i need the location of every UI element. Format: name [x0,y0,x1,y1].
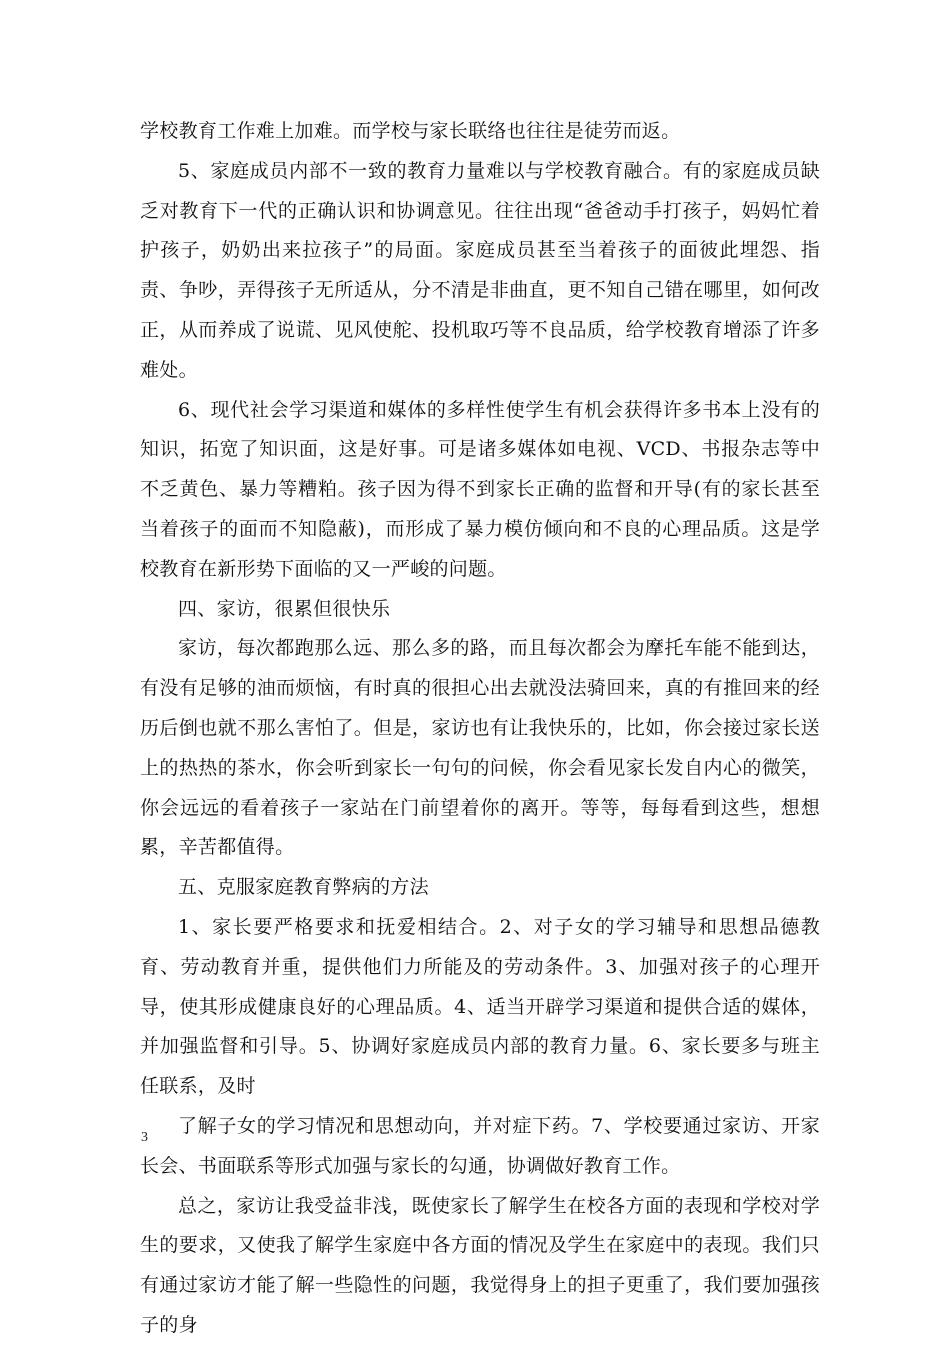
document-body [140,112,820,1346]
section-heading: 四、家访，很累但很快乐 [178,597,391,620]
paragraph: 5、家庭成员内部不一致的教育力量难以与学校教育融合。有的家庭成员缺乏对教育下一代的正确认识和协调意见。往往出现“爸爸动手打孩子，妈妈忙着护孩子，奶奶出来拉孩子”的局面。家庭成员甚至当着孩子的面彼此埋怨、指责、争吵，弄得孩子无所适从，分不清是非曲直，更不知自己错在哪里，如何改正，从而养成了说谎、见风使舵、投机取巧等不良品质，给学校教育增添了许多难处。 [140,159,820,381]
section-heading: 五、克服家庭教育弊病的方法 [178,876,429,899]
paragraph: 家访，每次都跑那么远、那么多的路，而且每次都会为摩托车能不能到达，有没有足够的油而烦恼，有时真的很担心出去就没法骑回来，真的有推回来的经历后倒也就不那么害怕了。但是，家访也有让我快乐的，比如，你会接过家长送上的热热的茶水，你会听到家长一句句的问候，你会看见家长发自内心的微笑，你会远远的看着孩子一家站在门前望着你的离开。等等，每每看到这些，想想累，辛苦都值得。 [140,637,820,859]
paragraph: 1、家长要严格要求和抚爱相结合。2、对子女的学习辅导和思想品德教育、劳动教育并重，提供他们力所能及的劳动条件。3、加强对孩子的心理开导，使其形成健康良好的心理品质。4、适当开辟学习渠道和提供合适的媒体，并加强监督和引导。5、协调好家庭成员内部的教育力量。6、家长要多与班主任联系，及时 [140,915,820,1098]
paragraph: 了解子女的学习情况和思想动向，并对症下药。7、学校要通过家访、开家长会、书面联系等形式加强与家长的勾通，协调做好教育工作。 [140,1114,820,1177]
paragraph: 学校教育工作难上加难。而学校与家长联络也往往是徒劳而返。 [140,120,681,142]
page-number: 3 [141,1130,148,1145]
paragraph: 6、现代社会学习渠道和媒体的多样性使学生有机会获得许多书本上没有的知识，拓宽了知识面，这是好事。可是诸多媒体如电视、VCD、书报杂志等中不乏黄色、暴力等糟粕。孩子因为得不到家长正确的监督和开导(有的家长甚至当着孩子的面而不知隐蔽)，而形成了暴力模仿倾向和不良的心理品质。这是学校教育在新形势下面临的又一严峻的问题。 [140,398,820,580]
paragraph: 总之，家访让我受益非浅，既使家长了解学生在校各方面的表现和学校对学生的要求，又使我了解学生家庭中各方面的情况及学生在家庭中的表现。我们只有通过家访才能了解一些隐性的问题，我觉得身上的担子更重了，我们要加强孩子的身 [140,1194,820,1336]
